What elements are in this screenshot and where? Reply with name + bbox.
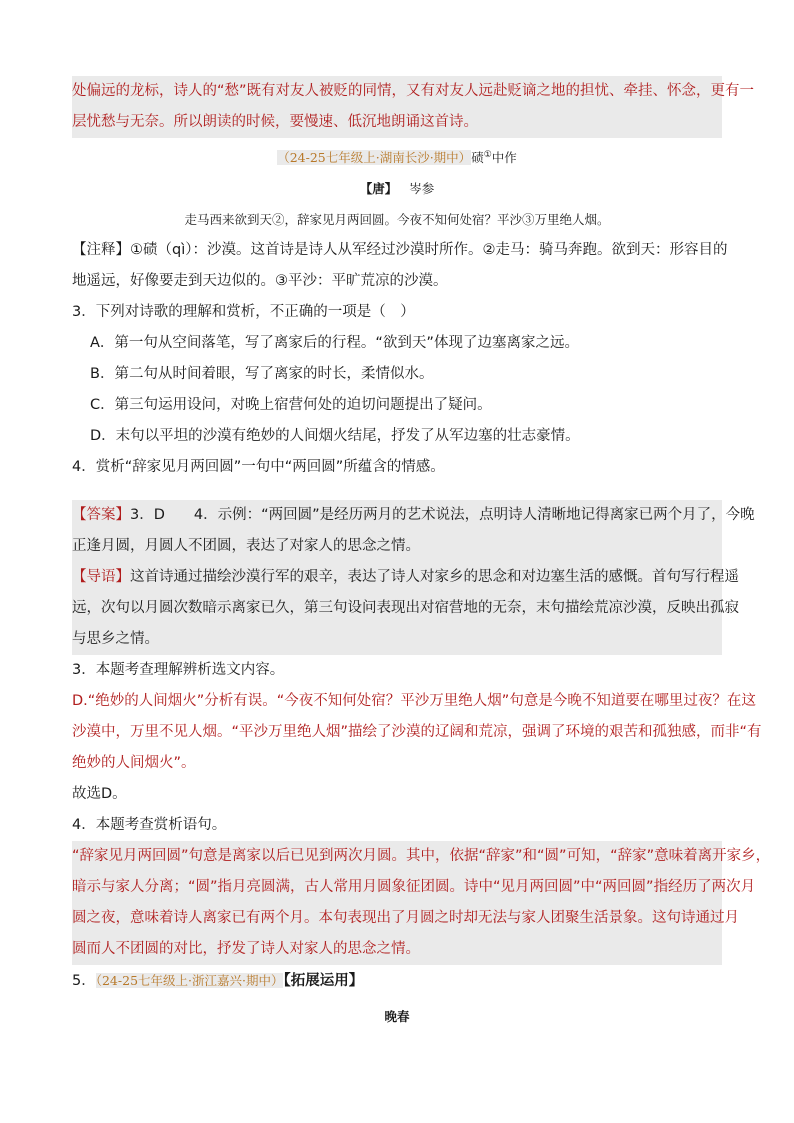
poem-title: 碛: [471, 150, 484, 166]
question-5-line: [72, 965, 722, 997]
analysis-4-line-4: 圆而人不团圆的对比，抒发了诗人对家人的思念之情。: [72, 941, 420, 958]
notes-line-1: 【注释】①碛（qì）：沙漠。这首诗是诗人从军经过沙漠时所作。②走马：骑马奔跑。欲到天：形容目的: [72, 242, 728, 259]
question-3-option-a: A．第一句从空间落笔，写了离家后的行程。“欲到天”体现了边塞离家之远。: [90, 335, 579, 352]
question-3-option-d: D．末句以平坦的沙漠有绝妙的人间烟火结尾，抒发了从军边塞的壮志豪情。: [90, 428, 580, 445]
top-analysis-block: [72, 76, 755, 138]
document-page: [72, 76, 771, 1032]
analysis-3-line-3: 绝妙的人间烟火”。: [72, 755, 196, 772]
question-5-tag: 【拓展运用】: [283, 973, 364, 990]
analysis-3-head: 3．本题考查理解辨析选文内容。: [72, 662, 285, 679]
poem-text: 走马西来欲到天②，辞家见月两回圆。今夜不知何处宿？平沙③万里绝人烟。: [184, 212, 610, 228]
next-poem-title: 晚春: [384, 1009, 410, 1025]
analysis-4-line-3: 圆之夜，意味着诗人离家已有两个月。本句表现出了月圆之时却无法与家人团聚生活景象。这句诗通过月: [72, 910, 739, 927]
answer-line-1: [72, 500, 755, 531]
guide-label: 【导语】: [72, 569, 130, 586]
poem-author-line: [72, 173, 722, 204]
poem-header: [72, 140, 722, 173]
answer-label: 【答案】: [72, 507, 130, 524]
question-3-option-b: B．第二句从时间着眼，写了离家的时长，柔情似水。: [90, 366, 434, 383]
notes-line-2: 地遥远，好像要走到天边似的。③平沙：平旷荒凉的沙漠。: [72, 273, 448, 290]
guide-line-2: 远，次句以月圆次数暗示离家已久，第三句设问表现出对宿营地的无奈，末句描绘荒凉沙漠，反映出孤寂: [72, 600, 739, 617]
guide-text: 这首诗通过描绘沙漠行军的艰辛，表达了诗人对家乡的思念和对边塞生活的感慨。首句写行程遥: [130, 569, 739, 586]
poem-dynasty: 【唐】: [359, 181, 398, 197]
analysis-4-block: [72, 841, 771, 965]
question-3-stem: 3．下列对诗歌的理解和赏析，不正确的一项是（ ）: [72, 304, 415, 321]
analysis-3-conclusion: 故选D。: [72, 786, 127, 803]
poem-author: 岑参: [409, 181, 435, 197]
poem-title-footnote: ①: [483, 150, 492, 160]
question-3-option-c: C．第三句运用设问，对晚上宿营何处的迫切问题提出了疑问。: [90, 397, 492, 414]
analysis-4-line-1: “辞家见月两回圆”句意是离家以后已见到两次月圆。其中，依据“辞家”和“圆”可知，“辞家”意味着离开家乡，: [72, 848, 771, 865]
poem-source: （24-25七年级上·湖南长沙·期中）: [277, 150, 472, 166]
answer-line-2: 正逢月圆，月圆人不团圆，表达了对家人的思念之情。: [72, 538, 420, 555]
top-text-line-1: 处偏远的龙标，诗人的“愁”既有对友人被贬的同情，又有对友人远赴贬谪之地的担忧、牵挂、怀念，更有一: [72, 83, 755, 99]
top-text-line-2: 层忧愁与无奈。所以朗读的时候，要慢速、低沉地朗诵这首诗。: [72, 114, 478, 130]
answer-text: 3．D 4．示例：“两回圆”是经历两月的艺术说法，点明诗人清晰地记得离家已两个月了，今晚: [130, 507, 755, 524]
analysis-4-head: 4．本题考查赏析语句。: [72, 817, 227, 834]
poem-title-rest: 中作: [491, 150, 517, 166]
analysis-3-line-2: 沙漠中，万里不见人烟。“平沙万里绝人烟”描绘了沙漠的辽阔和荒凉，强调了环境的艰苦和孤独感，而非“有: [72, 724, 762, 741]
answer-block: [72, 500, 755, 655]
guide-line-3: 与思乡之情。: [72, 631, 159, 648]
analysis-3-line-1: D.“绝妙的人间烟火”分析有误。“今夜不知何处宿？平沙万里绝人烟”句意是今晚不知道要在哪里过夜？在这: [72, 693, 756, 710]
analysis-4-line-2: 暗示与家人分离；“圆”指月亮圆满，古人常用月圆象征团圆。诗中“见月两回圆”中“两回圆”指经历了两次月: [72, 879, 756, 896]
question-4-stem: 4．赏析“辞家见月两回圆”一句中“两回圆”所蕴含的情感。: [72, 459, 445, 476]
question-5-source: （24-25七年级上·浙江嘉兴·期中）: [95, 973, 284, 989]
guide-line-1: [72, 562, 739, 593]
question-5-number: 5．: [72, 973, 96, 990]
